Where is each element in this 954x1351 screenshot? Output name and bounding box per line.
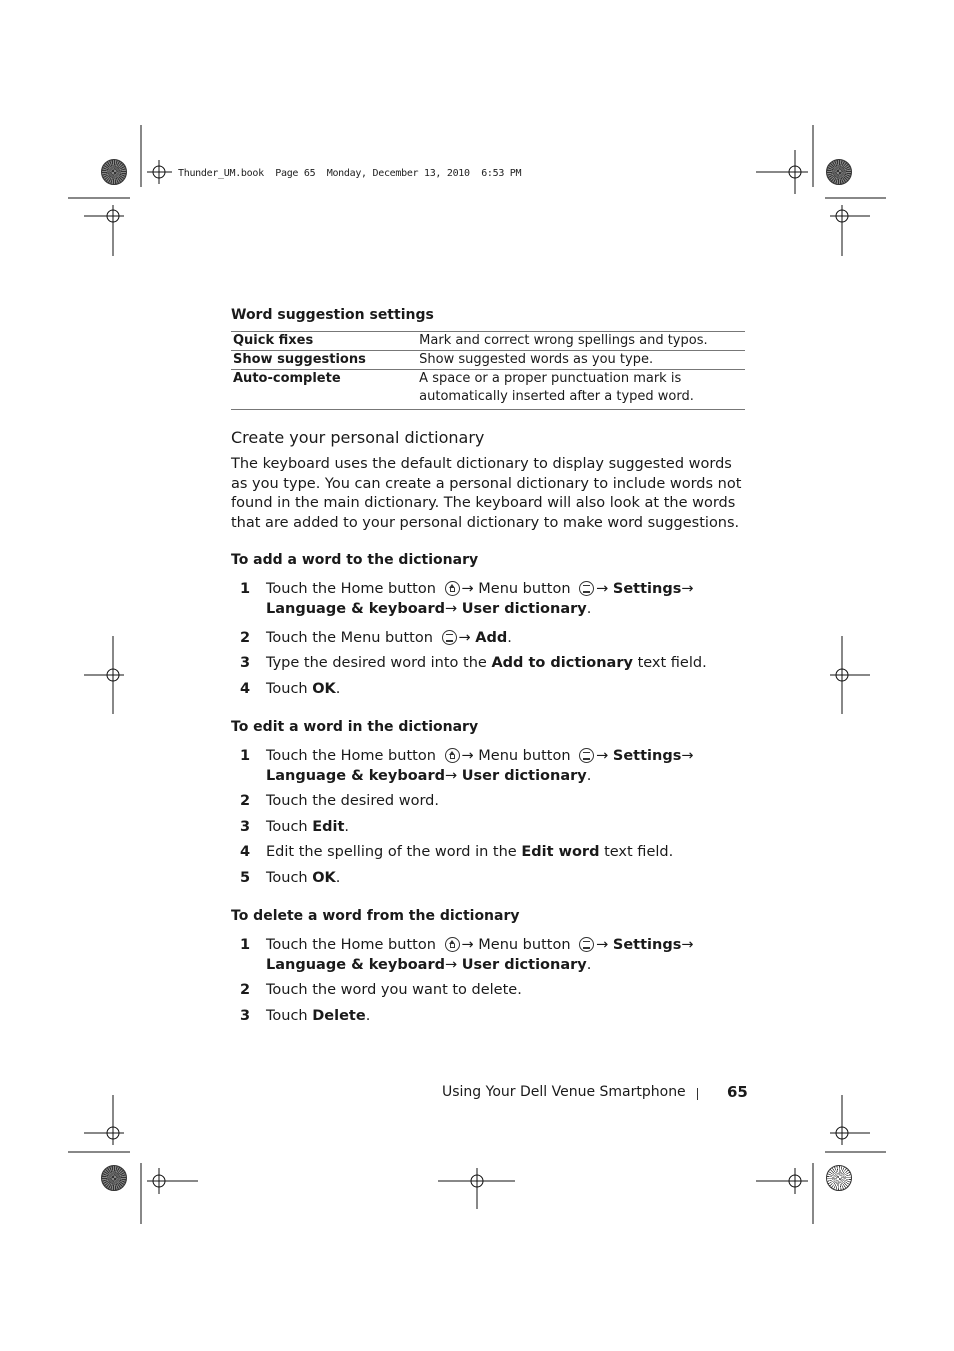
home-icon bbox=[445, 748, 460, 763]
intro-paragraph: The keyboard uses the default dictionary to display suggested words as you type. You can create a personal dictionary to include words not found in the main dictionary. The keyboard will also look at the words that are added to your personal dictionary to make word suggestions. bbox=[231, 456, 742, 531]
menu-icon bbox=[579, 748, 594, 763]
footer-title: Using Your Dell Venue Smartphone bbox=[442, 1084, 686, 1100]
setting-description: Show suggested words as you type. bbox=[417, 351, 745, 370]
home-icon bbox=[445, 937, 460, 952]
step-text: Touch the desired word. bbox=[266, 793, 439, 809]
list-item bbox=[240, 1007, 750, 1027]
list-item bbox=[240, 654, 750, 674]
list-item bbox=[240, 981, 750, 1001]
step-number: 4 bbox=[240, 681, 251, 697]
menu-icon bbox=[442, 630, 457, 645]
step-number: 3 bbox=[240, 1008, 251, 1024]
delete-word-heading: To delete a word from the dictionary bbox=[231, 908, 520, 924]
word-suggestion-table bbox=[231, 331, 745, 410]
section-heading: Create your personal dictionary bbox=[231, 428, 485, 447]
print-slug: Thunder_UM.book Page 65 Monday, December 13, 2010 6:53 PM bbox=[178, 168, 522, 179]
registration-mark-icon bbox=[147, 160, 172, 184]
menu-icon bbox=[579, 937, 594, 952]
table-row bbox=[231, 332, 745, 351]
list-item bbox=[240, 843, 750, 863]
step-number: 1 bbox=[240, 937, 251, 953]
list-item bbox=[240, 792, 750, 812]
step-text: Type the desired word into the Add to dictionary text field. bbox=[266, 655, 707, 671]
step-number: 2 bbox=[240, 793, 251, 809]
menu-icon bbox=[579, 581, 594, 596]
step-text: Touch OK. bbox=[266, 870, 341, 886]
footer-divider bbox=[697, 1088, 698, 1100]
step-text: Touch Delete. bbox=[266, 1008, 371, 1024]
step-number: 1 bbox=[240, 748, 251, 764]
step-number: 5 bbox=[240, 870, 251, 886]
home-icon bbox=[445, 581, 460, 596]
page-number: 65 bbox=[727, 1083, 748, 1101]
list-item bbox=[240, 818, 750, 838]
step-number: 3 bbox=[240, 655, 251, 671]
step-text: Touch the Menu button → Add. bbox=[266, 630, 512, 646]
list-item bbox=[240, 629, 750, 649]
step-text: Touch OK. bbox=[266, 681, 341, 697]
step-text: Edit the spelling of the word in the Edit word text field. bbox=[266, 844, 674, 860]
step-text: Touch Edit. bbox=[266, 819, 350, 835]
add-word-heading: To add a word to the dictionary bbox=[231, 552, 479, 568]
table-caption: Word suggestion settings bbox=[231, 307, 434, 323]
step-number: 2 bbox=[240, 982, 251, 998]
list-item bbox=[240, 869, 750, 889]
setting-name: Auto-complete bbox=[231, 370, 417, 410]
step-text: Touch the Home button → Menu button → Settings→ Language & keyboard→ User dictionary. bbox=[266, 937, 694, 973]
step-text: Touch the Home button → Menu button → Settings→ Language & keyboard→ User dictionary. bbox=[266, 748, 694, 784]
step-number: 3 bbox=[240, 819, 251, 835]
step-number: 4 bbox=[240, 844, 251, 860]
step-number: 2 bbox=[240, 630, 251, 646]
step-number: 1 bbox=[240, 581, 251, 597]
setting-description: Mark and correct wrong spellings and typos. bbox=[417, 332, 745, 351]
list-item bbox=[240, 580, 750, 620]
setting-name: Show suggestions bbox=[231, 351, 417, 370]
setting-name: Quick fixes bbox=[231, 332, 417, 351]
step-text: Touch the word you want to delete. bbox=[266, 982, 522, 998]
table-row bbox=[231, 370, 745, 410]
list-item bbox=[240, 747, 750, 787]
list-item bbox=[240, 936, 750, 976]
table-row bbox=[231, 351, 745, 370]
step-text: Touch the Home button → Menu button → Settings→ Language & keyboard→ User dictionary. bbox=[266, 581, 694, 617]
setting-description: A space or a proper punctuation mark is automatically inserted after a typed word. bbox=[417, 370, 745, 410]
edit-word-heading: To edit a word in the dictionary bbox=[231, 719, 479, 735]
list-item bbox=[240, 680, 750, 700]
